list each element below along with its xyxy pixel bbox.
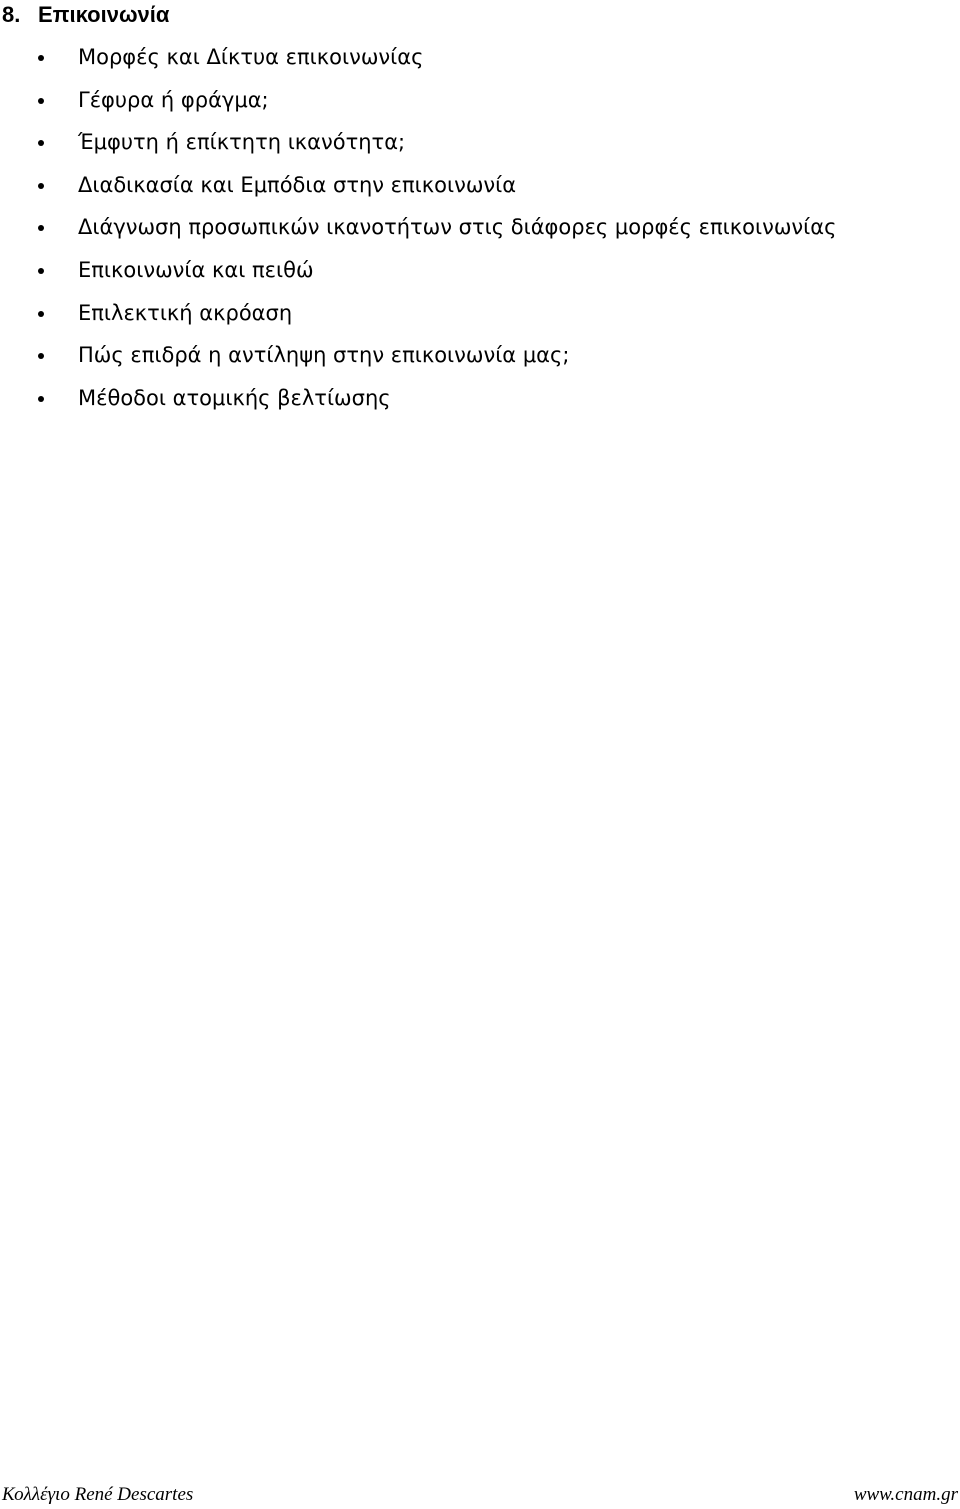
bullet-icon <box>38 396 44 402</box>
page-footer <box>0 1481 960 1509</box>
bullet-icon <box>38 183 44 189</box>
list-item-text: Διαδικασία και Εμπόδια στην επικοινωνία <box>78 172 517 197</box>
bullet-icon <box>38 225 44 231</box>
list-item-text: Διάγνωση προσωπικών ικανοτήτων στις διάφορες μορφές επικοινωνίας <box>78 215 837 240</box>
list-item-text: Μέθοδοι ατομικής βελτίωσης <box>78 385 391 410</box>
list-item-text: Γέφυρα ή φράγμα; <box>78 87 269 112</box>
section-number: 8. <box>2 2 21 27</box>
bullet-icon <box>38 140 44 146</box>
bullet-icon <box>38 353 44 359</box>
bullet-icon <box>38 55 44 61</box>
bullet-icon <box>38 311 44 317</box>
section-heading <box>2 0 169 30</box>
list-item-text: Επικοινωνία και πειθώ <box>78 257 314 282</box>
bullet-icon <box>38 268 44 274</box>
footer-website: www.cnam.gr <box>853 1484 958 1505</box>
footer-institution: Κολλέγιο René Descartes <box>2 1484 194 1505</box>
list-item-text: Πώς επιδρά η αντίληψη στην επικοινωνία μας; <box>78 343 570 368</box>
bullet-icon <box>38 98 44 104</box>
list-item-text: Έμφυτη ή επίκτητη ικανότητα; <box>78 130 406 155</box>
list-item-text: Μορφές και Δίκτυα επικοινωνίας <box>78 45 424 69</box>
section-title: Επικοινωνία <box>38 2 170 27</box>
list-item-text: Επιλεκτική ακρόαση <box>78 300 293 325</box>
